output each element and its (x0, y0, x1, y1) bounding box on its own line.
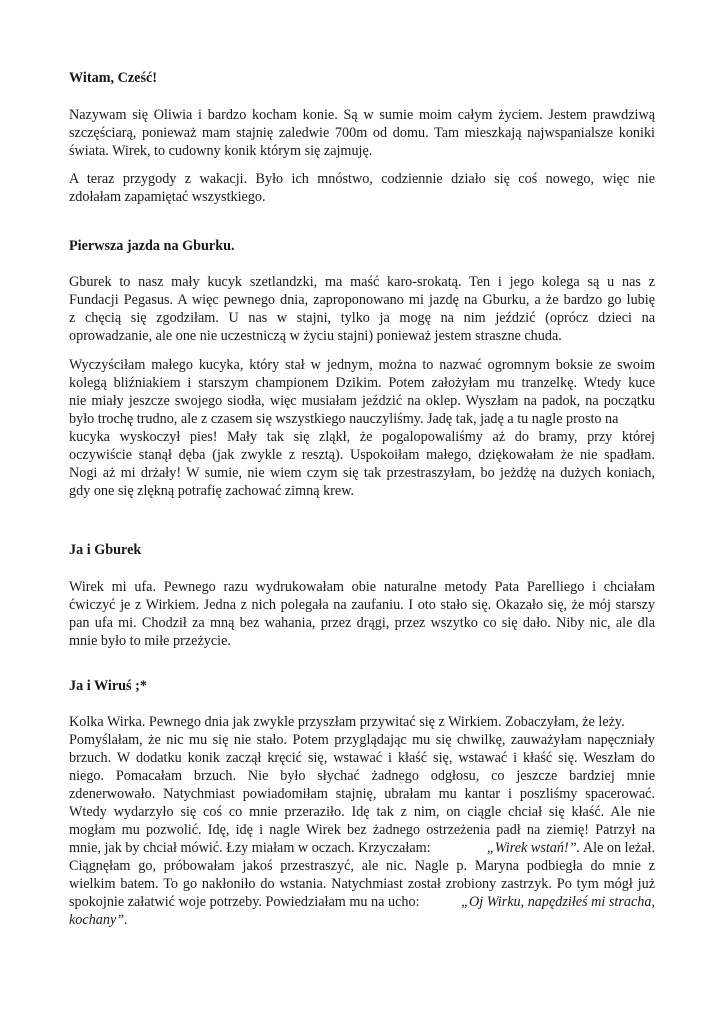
paragraph-line: brzuch. W dodatku konik zaczął kręcić się, wstawać i kłaść się, wstawać i kłaść się. Weszłam do (69, 750, 655, 766)
paragraph-line: kucyka wyskoczył pies! Mały tak się zląkł, że pogalopowaliśmy aż do bramy, przy której (69, 429, 655, 445)
paragraph-line: mnie było to miłe przeżycie. (69, 633, 231, 649)
paragraph-line: Wirek mi ufa. Pewnego razu wydrukowałam obie naturalne metody Pata Parelliego i chciałam (69, 579, 655, 595)
heading-me-and-wirus: Ja i Wiruś ;* (69, 678, 147, 694)
paragraph-line: zdołałam zapamiętać wszystkiego. (69, 189, 266, 205)
paragraph-line (69, 893, 655, 911)
paragraph-line (69, 839, 655, 857)
paragraph-line: świata. Wirek, to cudowny konik którym się zajmuję. (69, 143, 373, 159)
paragraph-line: Pomyślałam, że nic mu się nie stało. Potem przyglądając mu się chwilkę, zauważyłam napęczniały (69, 732, 655, 748)
paragraph-line: nie miały jeszcze swojego siodła, więc musiałam jeździć na oklep. Wyszłam na padok, na początku (69, 393, 655, 409)
quote-fragment: „Wirek wstań!”. (486, 840, 581, 856)
heading-first-ride: Pierwsza jazda na Gburku. (69, 238, 235, 254)
paragraph-line: wielkim batem. To go nakłoniło do wstania. Natychmiast został zrobiony zastrzyk. Po tym mógł już (69, 876, 655, 892)
quote-fragment: „Oj Wirku, napędziłeś mi stracha, (461, 894, 655, 910)
paragraph-fragment: Ale on leżał. (580, 840, 655, 856)
quote-fragment: kochany”. (69, 912, 128, 928)
paragraph-line: ćwiczyć je z Wirkiem. Jedna z nich polegała na zaufaniu. I oto stało się. Okazało się, że mój starszy (69, 597, 655, 613)
heading-me-and-gburek: Ja i Gburek (69, 542, 142, 558)
paragraph-line: z chęcią się zgodziłam. U nas w stajni, tylko ja mogę na nim jeździć (oprócz dzieci na (69, 310, 655, 326)
paragraph-line: Ciągnęłam go, próbowałam jakoś przestraszyć, ale nic. Nagle p. Maryna podbiegła do mnie z (69, 858, 655, 874)
paragraph-line: kolegą bliźniakiem i starszym championem Dzikim. Potem założyłam mu tranzelkę. Wtedy kuce (69, 375, 655, 391)
paragraph-line: A teraz przygody z wakacji. Było ich mnóstwo, codziennie działo się coś nowego, więc nie (69, 171, 655, 187)
paragraph-line: było trochę trudno, ale z czasem się wszystkiego nauczyliśmy. Jadę tak, jadę a tu nagle prosto na (69, 411, 619, 427)
paragraph-line: Nazywam się Oliwia i bardzo kocham konie. Są w sumie moim całym życiem. Jestem prawdziwą (69, 107, 655, 123)
paragraph-fragment: mnie, jak by chciał mówić. Łzy miałam w oczach. Krzyczałam: (69, 840, 431, 856)
paragraph-line: gdy one się zlękną potrafię zachować zimną krew. (69, 483, 355, 499)
heading-greeting: Witam, Cześć! (69, 70, 157, 86)
paragraph-line: Fundacji Pegasus. A więc pewnego dnia, zaproponowano mi jazdę na Gburku, a że bardzo go lubię (69, 292, 655, 308)
paragraph-line: Gburek to nasz mały kucyk szetlandzki, ma maść karo-srokatą. Ten i jego kolega są u nas z (69, 274, 655, 290)
paragraph-line: pan ufa mi. Chodził za mną bez wahania, przez drągi, przez wszytko co się dało. Niby nic, ale dla (69, 615, 655, 631)
paragraph-line: Wtedy wydarzyło się coś co mnie przeraziło. Idę tak z nim, on ciągle chciał się kłaść. Ale nie (69, 804, 655, 820)
paragraph-line: szczęściarą, ponieważ mam stajnię zaledwie 700m od domu. Tam mieszkają najwspanialsze koniki (69, 125, 655, 141)
paragraph-line: oprowadzanie, ale one nie uczestniczą w życiu stajni) ponieważ jestem straszne chuda. (69, 328, 562, 344)
paragraph-line: mogłam mu pozwolić. Idę, idę i nagle Wirek bez żadnego ostrzeżenia padł na ziemię! Patrzył na (69, 822, 655, 838)
paragraph-line (69, 911, 655, 929)
paragraph-fragment: spokojnie załatwić woje potrzeby. Powiedziałam mu na ucho: (69, 894, 420, 910)
paragraph-line: Nogi aż mi drżały! W sumie, nie wiem czym się tak przestraszyłam, bo jeżdżę na dużych koniach, (69, 465, 655, 481)
paragraph-line: oczywiście stanął dęba (jak zwykle z resztą). Uspokoiłam małego, dziękowałam że nie spadłam. (69, 447, 655, 463)
paragraph-line: Kolka Wirka. Pewnego dnia jak zwykle przyszłam przywitać się z Wirkiem. Zobaczyłam, że leży. (69, 714, 625, 730)
paragraph-line: zdenerwowało. Natychmiast powiadomiłam stajnię, ubrałam mu kantar i poszliśmy spacerować. (69, 786, 655, 802)
paragraph-line: niego. Pomacałam brzuch. Nie było słychać żadnego odgłosu, co jeszcze bardziej mnie (69, 768, 655, 784)
paragraph-line: Wyczyściłam małego kucyka, który stał w jednym, można to nazwać ogromnym boksie ze swoim (69, 357, 655, 373)
